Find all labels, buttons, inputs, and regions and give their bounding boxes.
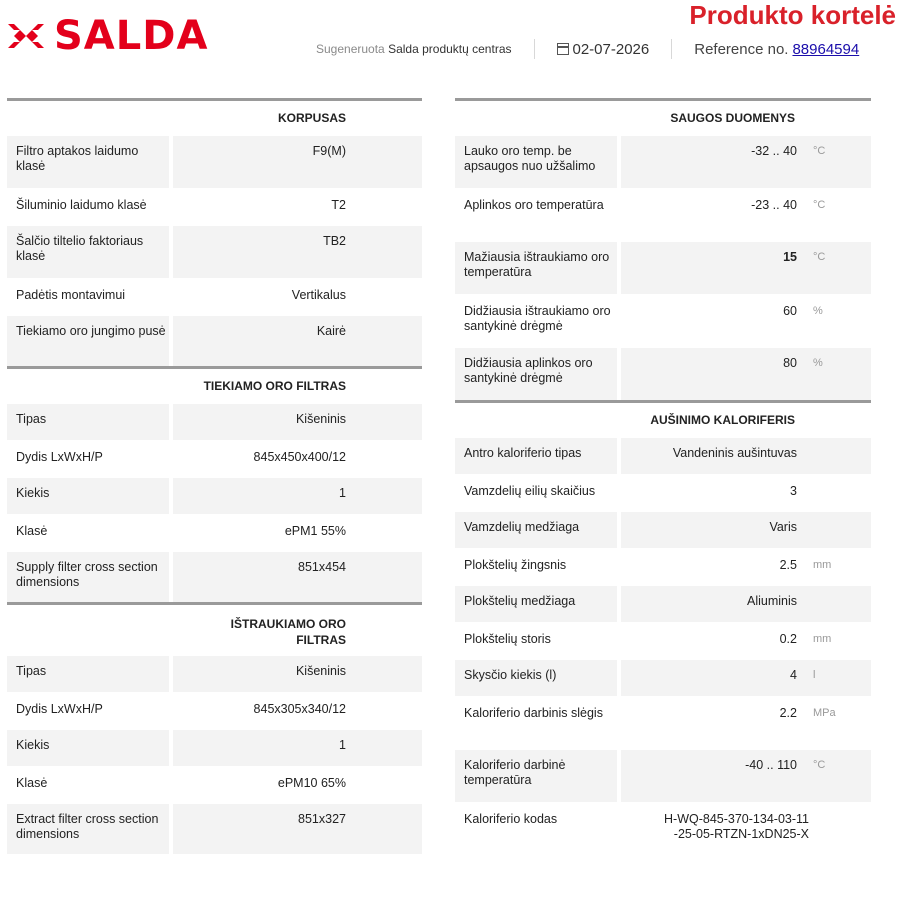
right-column [455,98,871,854]
unit-label: l [813,669,816,681]
row-label: Klasė [7,768,169,802]
row-value [621,550,871,584]
table-row [455,346,871,400]
row-value: Vertikalus [173,280,422,314]
table-row [7,728,422,766]
row-value: 1 [173,730,422,766]
table-row [455,294,871,346]
date-block [557,41,650,58]
reference-label: Reference no. [694,40,789,58]
table-row [455,584,871,622]
row-value [621,296,871,346]
row-label: Tiekiamo oro jungimo pusė [7,316,169,366]
reference-number-link[interactable]: 88964594 [792,40,860,58]
row-label: Kiekis [7,730,169,766]
row-value [621,348,871,400]
row-value: Kairė [173,316,422,366]
generated-prefix: Sugeneruota [316,42,385,56]
table-row [455,658,871,696]
table-row [455,436,871,474]
row-label: Dydis LxWxH/P [7,694,169,728]
table-row [455,622,871,658]
page-title: Produkto kortelė [689,0,896,30]
row-value: ePM10 65% [173,768,422,802]
table-row [7,402,422,440]
value-text: -40 .. 110 [745,758,797,772]
row-label: Plokštelių medžiaga [455,586,617,622]
row-label: Filtro aptakos laidumo klasė [7,136,169,188]
table-row [7,550,422,602]
row-value [621,136,871,188]
unit-label: % [813,305,823,317]
row-value [621,750,871,802]
section-title-saugos-duomenys: SAUGOS DUOMENYS [455,98,871,134]
row-label: Kaloriferio kodas [455,804,617,854]
table-row [455,510,871,548]
row-value: Kišeninis [173,404,422,440]
row-label: Šalčio tiltelio faktoriaus klasė [7,226,169,278]
row-label: Didžiausia aplinkos oro santykinė drėgmė [455,348,617,400]
value-text: Vandeninis aušintuvas [672,446,797,460]
row-label: Dydis LxWxH/P [7,442,169,476]
row-value [621,438,871,474]
unit-label: °C [813,199,826,211]
value-text: 80 [783,356,797,370]
row-label: Vamzdelių medžiaga [455,512,617,548]
value-text: 2.5 [779,558,797,572]
table-row [7,766,422,802]
generated-date: 02-07-2026 [572,40,650,58]
row-label: Padėtis montavimui [7,280,169,314]
row-value: 845x450x400/12 [173,442,422,476]
row-value: 851x327 [173,804,422,854]
row-value [621,804,871,854]
section-title-istraukiamo-filtras [7,602,422,654]
salda-logo [6,14,208,58]
row-label: Šiluminio laidumo klasė [7,190,169,224]
row-value [621,660,871,696]
value-text: 60 [783,304,797,318]
value-text: 15 [783,250,797,264]
table-row [7,692,422,728]
row-label: Skysčio kiekis (l) [455,660,617,696]
row-value [621,624,871,658]
row-label: Klasė [7,516,169,550]
row-label: Antro kaloriferio tipas [455,438,617,474]
table-row [7,654,422,692]
table-row [7,134,422,188]
value-text: 4 [790,668,797,682]
table-row [455,188,871,240]
page-header [0,0,907,80]
generated-by: Salda produktų centras [388,42,512,56]
meta-divider [671,39,672,59]
unit-label: % [813,357,823,369]
calendar-icon [557,43,569,55]
table-row [7,514,422,550]
section-title-text: IŠTRAUKIAMO ORO FILTRAS [230,617,346,647]
row-label: Didžiausia ištraukiamo oro santykinė drėgmė [455,296,617,346]
row-value: F9(M) [173,136,422,188]
unit-label: °C [813,145,826,157]
value-text: -23 .. 40 [751,198,797,212]
table-row [7,278,422,314]
table-row [7,440,422,476]
left-column [7,98,422,854]
row-value [621,698,871,748]
row-value [621,586,871,622]
row-value: 1 [173,478,422,514]
salda-logo-text: SALDA [54,13,209,59]
unit-label: mm [813,559,832,571]
table-row [7,224,422,278]
row-label: Supply filter cross section dimensions [7,552,169,602]
section-title-tiekiamo-filtras: TIEKIAMO ORO FILTRAS [7,366,422,402]
value-text: Aliuminis [746,594,797,608]
table-row [7,314,422,366]
row-label: Kiekis [7,478,169,514]
table-row [455,748,871,802]
row-label: Tipas [7,656,169,692]
value-text: H-WQ-845-370-134-03-11-25-05-RTZN-1xDN25-X [664,812,809,841]
table-row [455,134,871,188]
row-value [621,242,871,294]
row-value [621,476,871,510]
section-title-ausinimo-kaloriferis: AUŠINIMO KALORIFERIS [455,400,871,436]
table-row [7,802,422,854]
unit-label: °C [813,759,826,771]
row-value: TB2 [173,226,422,278]
row-label: Aplinkos oro temperatūra [455,190,617,240]
value-text: -32 .. 40 [751,144,797,158]
row-label: Kaloriferio darbinė temperatūra [455,750,617,802]
header-meta [316,38,859,60]
row-value: 845x305x340/12 [173,694,422,728]
row-label: Plokštelių storis [455,624,617,658]
unit-label: MPa [813,707,836,719]
table-row [455,696,871,748]
row-label: Tipas [7,404,169,440]
value-text: 3 [790,484,797,498]
value-text: Varis [769,520,797,534]
row-label: Mažiausia ištraukiamo oro temperatūra [455,242,617,294]
row-label: Vamzdelių eilių skaičius [455,476,617,510]
table-row [455,240,871,294]
row-value: T2 [173,190,422,224]
table-row [455,802,871,854]
table-row [7,188,422,224]
table-row [455,474,871,510]
row-value: Kišeninis [173,656,422,692]
table-row [455,548,871,584]
unit-label: mm [813,633,832,645]
row-label: Plokštelių žingsnis [455,550,617,584]
table-row [7,476,422,514]
salda-logo-icon [6,16,46,56]
row-value: 851x454 [173,552,422,602]
row-value [621,190,871,240]
section-title-korpusas: KORPUSAS [7,98,422,134]
unit-label: °C [813,251,826,263]
row-value [621,512,871,548]
value-text: 0.2 [779,632,797,646]
row-value: ePM1 55% [173,516,422,550]
meta-divider [534,39,535,59]
value-text: 2.2 [779,706,797,720]
row-label: Lauko oro temp. be apsaugos nuo užšalimo [455,136,617,188]
row-label: Kaloriferio darbinis slėgis [455,698,617,748]
row-label: Extract filter cross section dimensions [7,804,169,854]
